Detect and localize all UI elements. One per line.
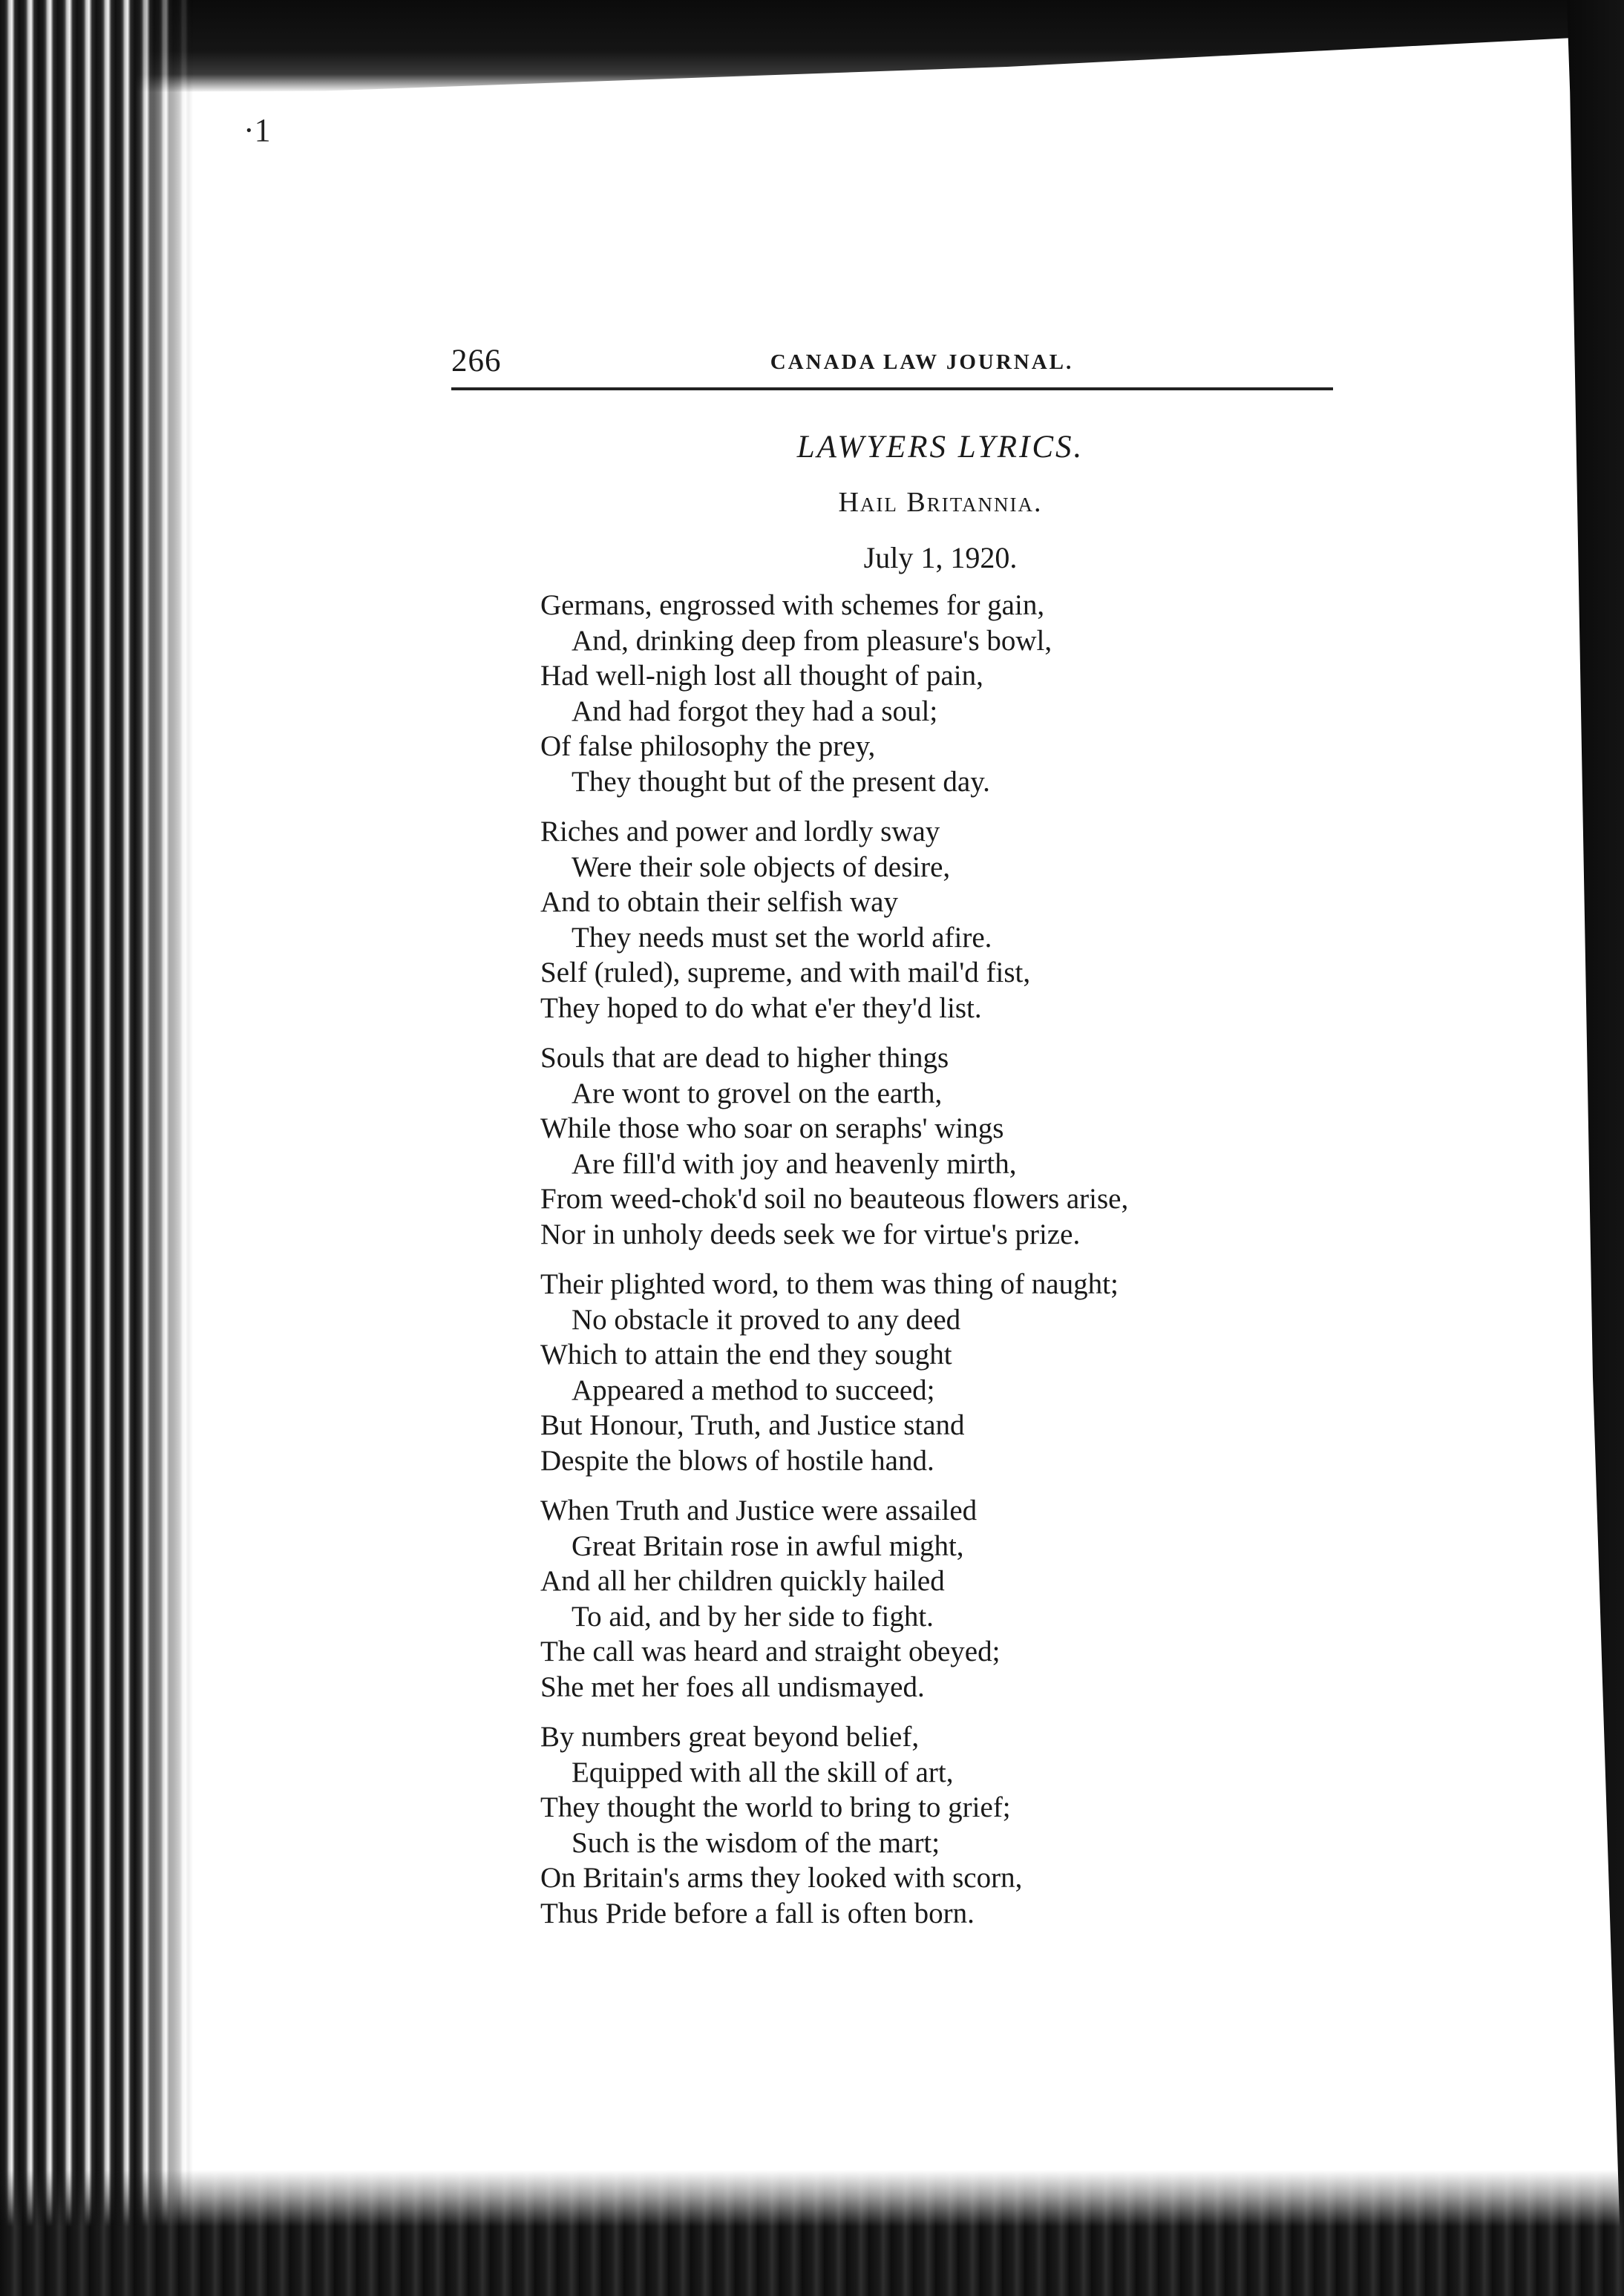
poem-line: Such is the wisdom of the mart;	[572, 1826, 940, 1859]
poem-line: While those who soar on seraphs' wings	[540, 1112, 1004, 1144]
poem-line: Of false philosophy the prey,	[540, 730, 876, 762]
stanza-3	[540, 1040, 1520, 1252]
poem-line: And to obtain their selfish way	[540, 886, 898, 918]
running-head: CANADA LAW JOURNAL.	[770, 350, 1074, 374]
scan-border-top	[0, 0, 1624, 93]
stanza-5	[540, 1493, 1520, 1705]
poem-line: But Honour, Truth, and Justice stand	[540, 1409, 965, 1441]
poem-line: They thought the world to bring to grief;	[540, 1791, 1011, 1823]
poem-line: And had forgot they had a soul;	[572, 695, 938, 727]
poem-line: They needs must set the world afire.	[572, 921, 992, 954]
poem-line: No obstacle it proved to any deed	[572, 1303, 961, 1336]
scan-border-right	[1520, 0, 1624, 2296]
page-header	[451, 343, 1333, 387]
poem-line: Germans, engrossed with schemes for gain,	[540, 589, 1045, 621]
poem-line: They thought but of the present day.	[572, 765, 990, 798]
poem-line: On Britain's arms they looked with scorn,	[540, 1862, 1023, 1894]
poem-line: Are wont to grovel on the earth,	[572, 1077, 943, 1109]
poem-line: Which to attain the end they sought	[540, 1339, 952, 1371]
poem-line: Great Britain rose in awful might,	[572, 1529, 964, 1562]
poem-line: The call was heard and straight obeyed;	[540, 1636, 1001, 1667]
poem-date: July 1, 1920.	[863, 541, 1018, 574]
poem-line: To aid, and by her side to fight.	[572, 1600, 934, 1633]
poem-title: Hail Britannia.	[838, 487, 1043, 518]
stanza-6	[540, 1719, 1520, 1931]
poem-line: They hoped to do what e'er they'd list.	[540, 991, 982, 1024]
margin-mark: ·1	[243, 112, 271, 148]
poem-line: Self (ruled), supreme, and with mail'd fist,	[540, 957, 1031, 988]
poem-line: By numbers great beyond belief,	[540, 1721, 920, 1753]
stanza-4	[540, 1267, 1520, 1478]
poem-line: Equipped with all the skill of art,	[572, 1756, 954, 1788]
poem-line: Appeared a method to succeed;	[572, 1374, 935, 1406]
header-rule	[451, 387, 1333, 390]
poem-line: Souls that are dead to higher things	[540, 1042, 949, 1074]
section-title: LAWYERS LYRICS.	[796, 430, 1084, 465]
poem-body	[540, 588, 1520, 1946]
poem-line: Thus Pride before a fall is often born.	[540, 1897, 975, 1929]
poem-line: And, drinking deep from pleasure's bowl,	[572, 624, 1052, 657]
poem-line: Are fill'd with joy and heavenly mirth,	[572, 1147, 1017, 1180]
stanza-1	[540, 588, 1520, 799]
poem-line: Had well-nigh lost all thought of pain,	[540, 660, 983, 692]
poem-line: She met her foes all undismayed.	[540, 1670, 925, 1703]
scan-border-left	[0, 0, 193, 2296]
poem-line: Riches and power and lordly sway	[540, 816, 940, 847]
poem-line: Despite the blows of hostile hand.	[540, 1444, 934, 1477]
scan-border-bottom	[0, 2170, 1624, 2296]
poem-line: Were their sole objects of desire,	[572, 850, 951, 883]
poem-line: When Truth and Justice were assailed	[540, 1495, 978, 1526]
stanza-2	[540, 814, 1520, 1026]
poem-line: Nor in unholy deeds seek we for virtue's prize.	[540, 1218, 1081, 1250]
page-number: 266	[451, 344, 502, 378]
poem-line: From weed-chok'd soil no beauteous flowers arise,	[540, 1183, 1129, 1215]
poem-line: And all her children quickly hailed	[540, 1565, 945, 1597]
poem-line: Their plighted word, to them was thing of naught;	[540, 1268, 1119, 1300]
